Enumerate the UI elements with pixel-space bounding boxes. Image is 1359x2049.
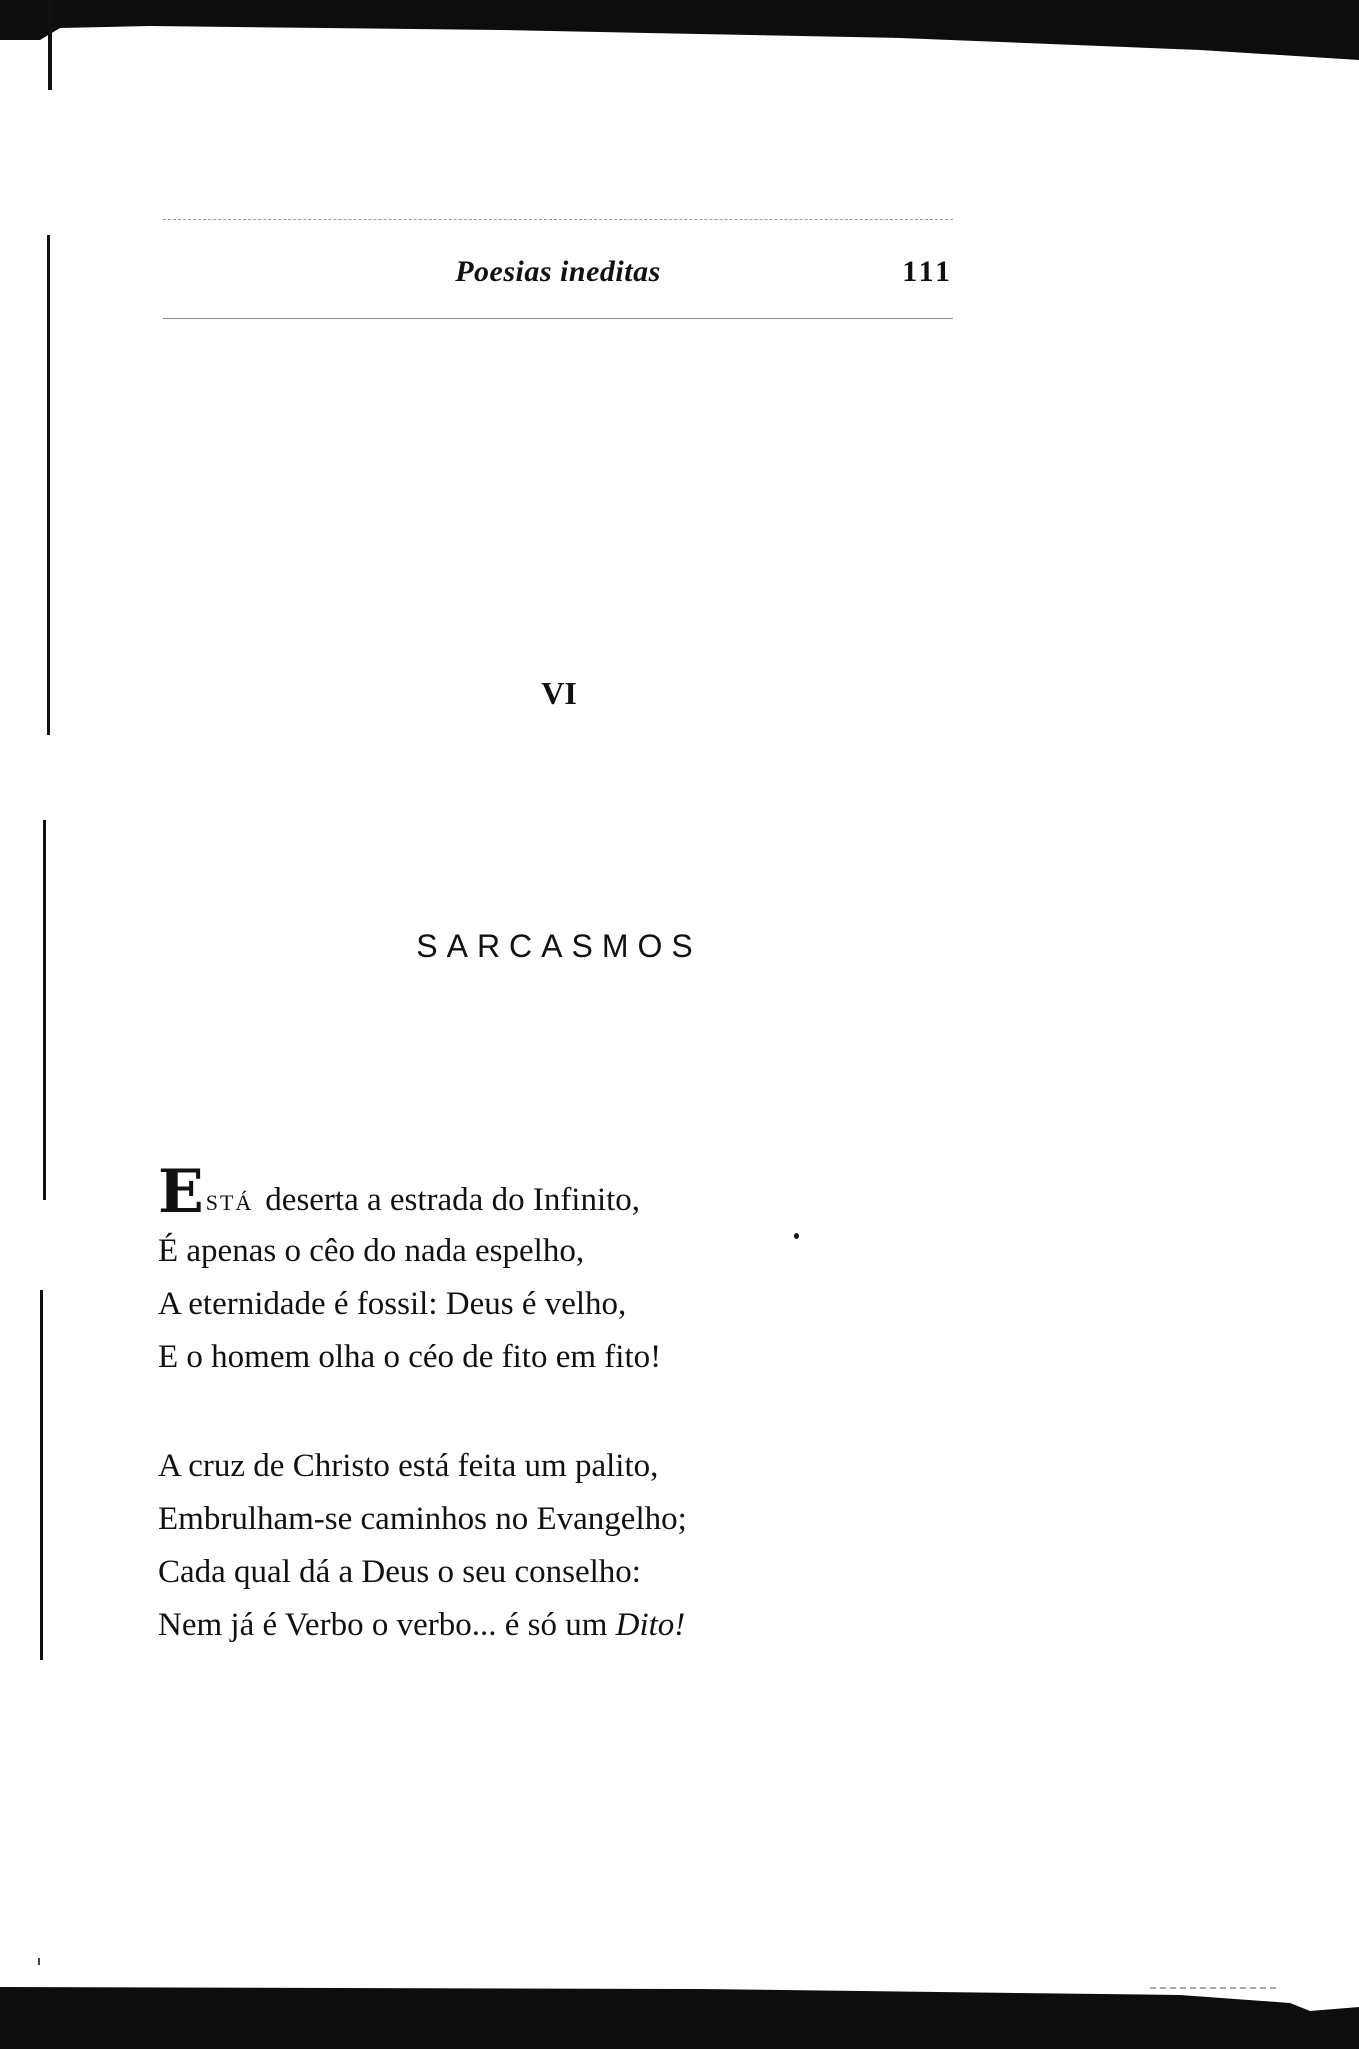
scan-top-edge	[0, 0, 1359, 60]
verse-line-1	[158, 1157, 958, 1227]
running-title: Poesias ineditas	[455, 255, 661, 288]
verse-line-4: E o homem olha o céo de fito em fito!	[158, 1339, 662, 1375]
verse-text: Nem já é Verbo o verbo... é só um	[158, 1607, 608, 1643]
page-number: 111	[902, 255, 953, 288]
verse-line-3: A eternidade é fossil: Deus é velho,	[158, 1286, 627, 1322]
drop-cap-initial: E	[158, 1157, 204, 1227]
header-rule-top	[163, 219, 953, 220]
verse-text: deserta a estrada do Infinito,	[265, 1182, 641, 1218]
verse-italic-word: Dito!	[615, 1607, 686, 1643]
poem-title: SARCASMOS	[416, 928, 702, 964]
verse-line-2: É apenas o cêo do nada espelho,	[158, 1233, 585, 1269]
verse-line-5: A cruz de Christo está feita um palito,	[158, 1448, 659, 1484]
scan-bottom-edge	[0, 1965, 1359, 2049]
header-rule-bottom	[163, 318, 953, 319]
running-head	[163, 255, 953, 295]
stanza-1	[158, 1157, 958, 1384]
verse-line-6: Embrulham-se caminhos no Evangelho;	[158, 1501, 687, 1537]
stanza-2	[158, 1440, 958, 1652]
verse-smallcaps: STÁ	[205, 1190, 254, 1215]
scan-left-edge	[0, 0, 60, 2049]
verse-line-7: Cada qual dá a Deus o seu conselho:	[158, 1554, 641, 1590]
section-number: VI	[541, 675, 577, 711]
verse-line-8	[158, 1599, 958, 1652]
